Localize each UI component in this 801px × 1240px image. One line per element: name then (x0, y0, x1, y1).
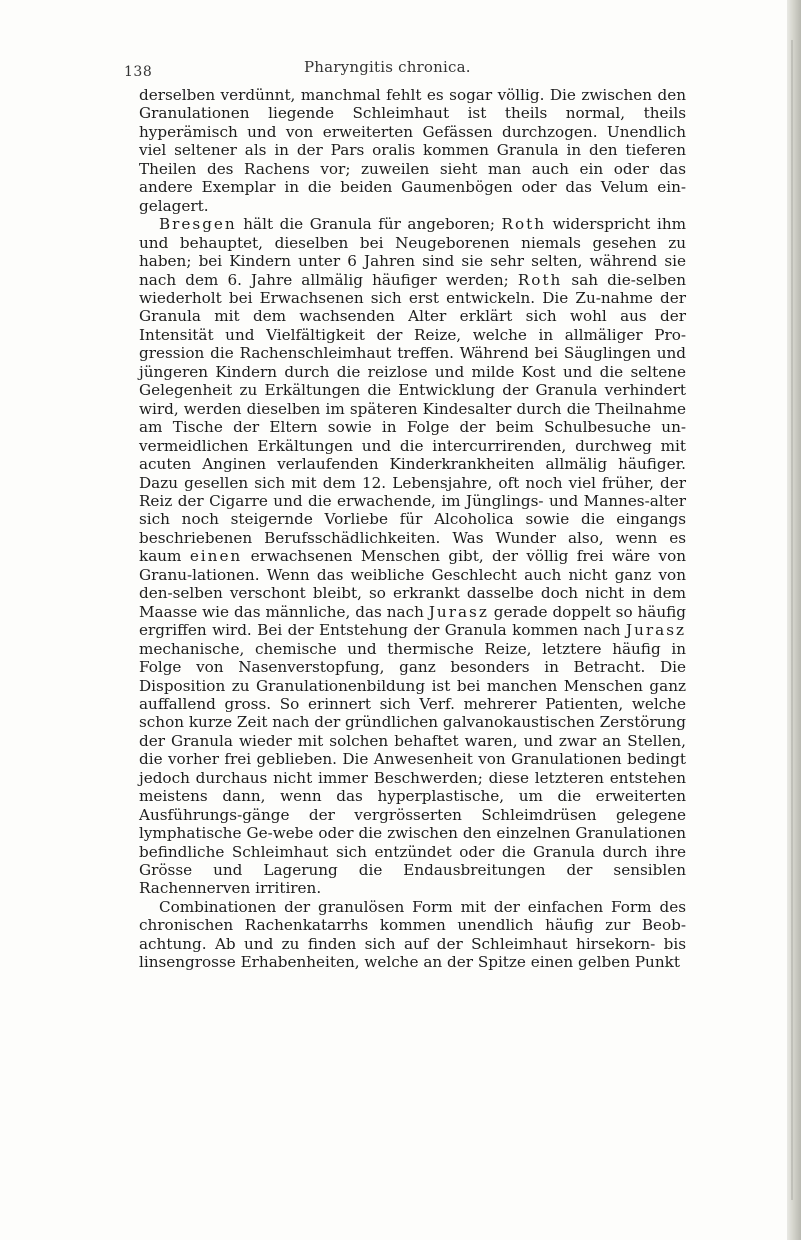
text-segment: erwachsenen Menschen gibt, der völlig frei wäre von Granu-lationen. Wenn das weibliche Geschlecht auch nicht ganz von den-selben verschont bleibt, so erkrankt dasselbe doch nicht in dem Maasse wie das männliche, das nach (139, 547, 686, 621)
body-text (139, 86, 686, 972)
emphasized-word-einen: einen (189, 547, 243, 566)
author-name-roth: Roth (501, 215, 546, 234)
text-segment: sah die-selben wiederholt bei Erwachsenen sich erst entwickeln. Die Zu-nahme der Granula mit dem wachsenden Alter erklärt sich wohl aus der Intensität und Vielfältigkeit der Reize, welche in allmäliger Pro-gression die Rachenschleimhaut treffen. Während bei Säuglingen und jüngeren Kindern durch die reizlose und milde Kost und die seltene Gelegenheit zu Erkältungen die Entwicklung der Granula verhindert wird, werden dieselben im späteren Kindesalter durch die Theilnahme am Tische der Eltern sowie in Folge der beim Schulbesuche un-vermeidlichen Erkältungen und die intercurrirenden, durchweg mit acuten Anginen verlaufenden Kinderkrankheiten allmälig häufiger. Dazu gesellen sich mit dem 12. Lebensjahre, oft noch viel früher, der Reiz der Cigarre und die erwachende, im Jünglings- und Mannes-alter sich noch steigernde Vorliebe für Alcoholica sowie die eingangs beschriebenen Berufsschädlichkeiten. Was Wunder also, wenn es kaum (139, 270, 686, 566)
author-name-bresgen: Bresgen (159, 215, 237, 234)
text-segment: gerade doppelt so häufig ergriffen wird. Bei der Entstehung der Granula kommen nach (139, 602, 686, 640)
page-header (124, 52, 704, 78)
text-segment: hält die Granula für angeboren; (236, 215, 502, 234)
page-number: 138 (124, 64, 153, 80)
paragraph-1 (139, 86, 686, 215)
author-name-jurasz: Jurasz (626, 621, 686, 640)
page-edge-shadow (787, 0, 801, 1240)
text-segment: widerspricht ihm und behauptet, dieselben bei Neugeborenen niemals gesehen zu haben; bei Kindern unter 6 Jahren sind sie sehr selten, während sie nach dem 6. Jahre allmälig häufiger werden; (139, 215, 686, 289)
text-segment: mechanische, chemische und thermische Reize, letztere häufig in Folge von Nasenverstopfung, ganz besonders in Betracht. Die Disposition zu Granulationenbildung ist bei manchen Menschen ganz auffallend gross. So erinnert sich Verf. mehrerer Patienten, welche schon kurze Zeit nach der gründlichen galvanokaustischen Zerstörung der Granula wieder mit solchen behaftet waren, und zwar an Stellen, die vorher frei geblieben. Die Anwesenheit von Granulationen bedingt jedoch durchaus nicht immer Beschwerden; diese letzteren entstehen meistens dann, wenn das hyperplastische, um die erweiterten Ausführungs-gänge der vergrösserten Schleimdrüsen gelegene lymphatische Ge-webe oder die zwischen den einzelnen Granulationen befindliche Schleimhaut sich entzündet oder die Granula durch ihre Grösse und Lagerung die Endausbreitungen der sensiblen Rachennerven irritiren. (139, 639, 686, 898)
text-segment: Combinationen der granulösen Form mit der einfachen Form des chronischen Rachenkatarrhs kommen unendlich häufig zur Beob-achtung. Ab und zu finden sich auf der Schleimhaut hirsekorn- bis linsengrosse Erhabenheiten, welche an der Spitze einen gelben Punkt (139, 897, 686, 972)
text-segment: derselben verdünnt, manchmal fehlt es sogar völlig. Die zwischen den Granulationen liegende Schleimhaut ist theils normal, theils hyperämisch und von erweiterten Gefässen durchzogen. Unendlich viel seltener als in der Pars oralis kommen Granula in den tieferen Theilen des Rachens vor; zuweilen sieht man auch ein oder das andere Exemplar in die beiden Gaumenbögen oder das Velum ein-gelagert. (139, 86, 686, 215)
author-name-roth: Roth (517, 270, 563, 289)
paragraph-2 (139, 215, 686, 898)
paragraph-3 (139, 898, 686, 972)
running-title: Pharyngitis chronica. (304, 58, 471, 76)
author-name-jurasz: Jurasz (428, 602, 489, 621)
